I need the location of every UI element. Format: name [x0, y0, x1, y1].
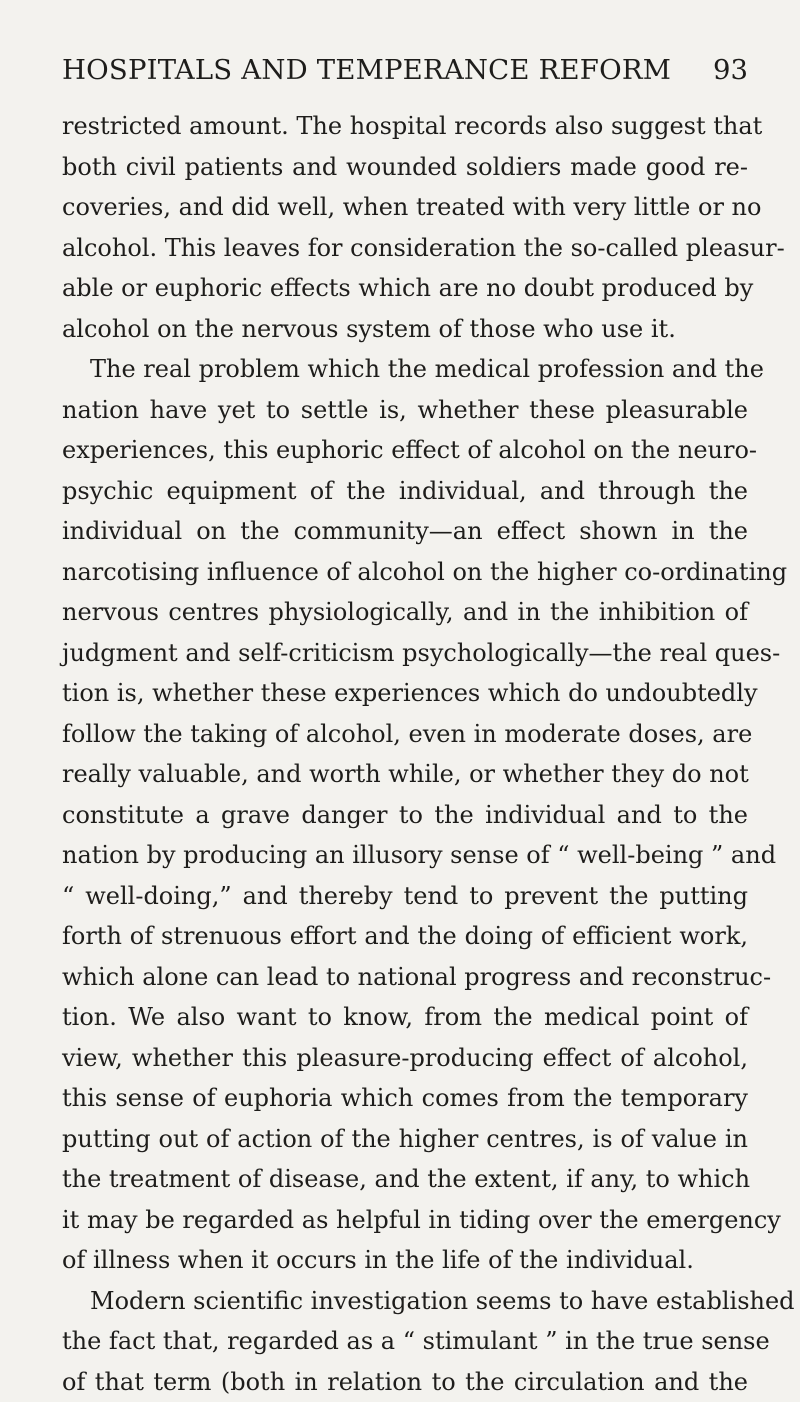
text-line: of illness when it occurs in the life of the individual. [62, 1240, 748, 1281]
text-line: follow the taking of alcohol, even in moderate doses, are [62, 714, 748, 755]
text-line: coveries, and did well, when treated with very little or no [62, 187, 748, 228]
text-line: of that term (both in relation to the circulation and the [62, 1362, 748, 1402]
text-line: psychic equipment of the individual, and through the [62, 471, 748, 512]
text-line: restricted amount. The hospital records also suggest that [62, 106, 748, 147]
body-text [62, 106, 748, 1402]
page-number: 93 [713, 54, 748, 86]
text-line: nervous centres physiologically, and in the inhibition of [62, 592, 748, 633]
text-line: The real problem which the medical profession and the [62, 349, 748, 390]
text-line: it may be regarded as helpful in tiding over the emergency [62, 1200, 748, 1241]
page-header [62, 54, 748, 94]
text-line: narcotising influence of alcohol on the higher co-ordinating [62, 552, 748, 593]
text-line: tion is, whether these experiences which do undoubtedly [62, 673, 748, 714]
text-line: this sense of euphoria which comes from the temporary [62, 1078, 748, 1119]
text-line: which alone can lead to national progress and reconstruc- [62, 957, 748, 998]
text-line: individual on the community—an effect shown in the [62, 511, 748, 552]
text-line: Modern scientific investigation seems to have established [62, 1281, 748, 1322]
text-line: both civil patients and wounded soldiers made good re- [62, 147, 748, 188]
text-line: able or euphoric effects which are no doubt produced by [62, 268, 748, 309]
text-line: putting out of action of the higher centres, is of value in [62, 1119, 748, 1160]
text-line: the treatment of disease, and the extent, if any, to which [62, 1159, 748, 1200]
text-line: forth of strenuous effort and the doing of efficient work, [62, 916, 748, 957]
text-line: judgment and self-criticism psychologically—the real ques- [62, 633, 748, 674]
text-line: nation by producing an illusory sense of “ well-being ” and [62, 835, 748, 876]
text-line: the fact that, regarded as a “ stimulant ” in the true sense [62, 1321, 748, 1362]
text-line: constitute a grave danger to the individual and to the [62, 795, 748, 836]
text-line: experiences, this euphoric effect of alcohol on the neuro- [62, 430, 748, 471]
text-line: “ well-doing,” and thereby tend to prevent the putting [62, 876, 748, 917]
text-line: nation have yet to settle is, whether these pleasurable [62, 390, 748, 431]
text-line: view, whether this pleasure-producing effect of alcohol, [62, 1038, 748, 1079]
text-line: tion. We also want to know, from the medical point of [62, 997, 748, 1038]
text-line: really valuable, and worth while, or whether they do not [62, 754, 748, 795]
running-head: HOSPITALS AND TEMPERANCE REFORM [62, 54, 671, 86]
text-line: alcohol. This leaves for consideration the so-called pleasur- [62, 228, 748, 269]
text-line: alcohol on the nervous system of those who use it. [62, 309, 748, 350]
